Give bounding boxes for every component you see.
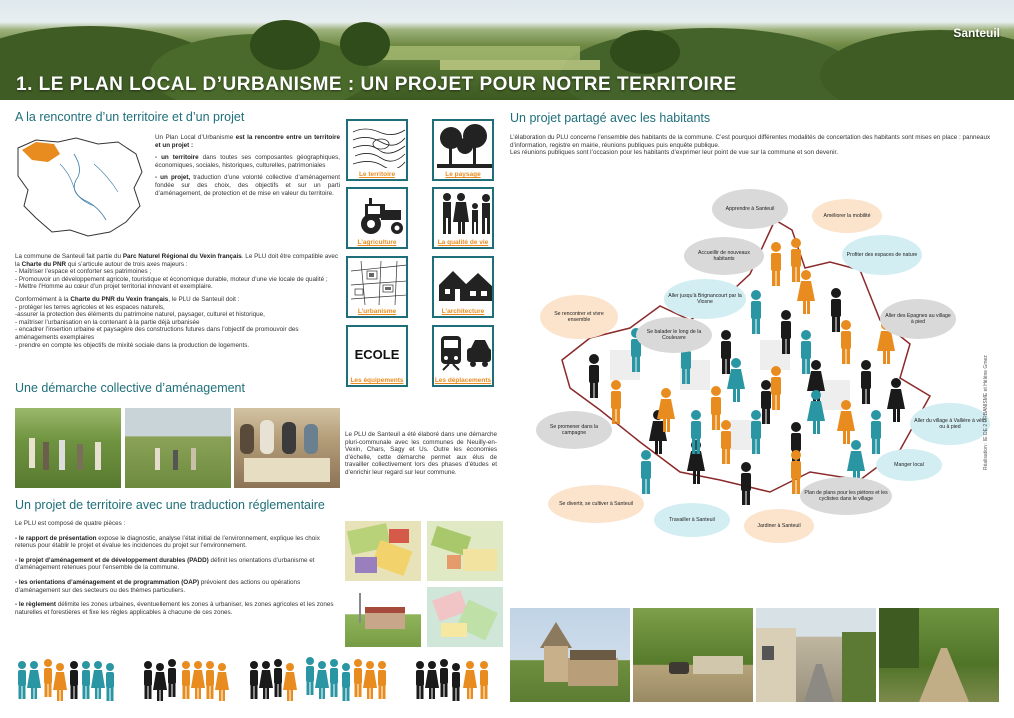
- bubble-balader: Se balader le long de la Couleuvre: [636, 317, 712, 353]
- trees-icon: [437, 124, 493, 168]
- bubble-manger-local: Manger local: [876, 449, 942, 481]
- photo-walk-fields: [125, 408, 231, 488]
- bubble-brignancourt: Aller jusqu’à Brignancourt par la Viosne: [664, 279, 746, 319]
- bubble-apprendre: Apprendre à Santeuil: [712, 189, 788, 229]
- tile-label: L’urbanisme: [357, 308, 397, 315]
- tile-deplacements: [432, 325, 494, 387]
- family-icon: [437, 192, 493, 236]
- tile-qualite-de-vie: [432, 187, 494, 249]
- header-banner-photo: [0, 0, 1014, 100]
- photo-rural-lane: [633, 608, 753, 702]
- bubble-accueillir: Accueillir de nouveaux habitants: [684, 237, 764, 275]
- ecole-icon: ECOLE: [354, 347, 400, 362]
- section-heading-reglementaire: Un projet de territoire avec une traduction réglementaire: [15, 498, 325, 512]
- plu-pieces-text: Le PLU est composé de quatre pièces : - le rapport de présentation expose le diagnostic, analyse l’état initial de l’environnement, explique les choix retenus pour établir le projet et évalue les incidences du projet sur l’environnement. - le projet d’aménagement et de développement durables (PADD) définit les orientations d’urbanisme et d’aménagement retenues pour l’ensemble de la commune. - les orientations d’aménagement et de programmation (OAP) prévoient des actions ou opérations d’aménagement sur des secteurs ou des thèmes particuliers. - le règlement délimite les zones urbaines, éventuellement les zones à urbaniser, les zones agricoles et les zones naturelles et forestières et fixe les règles applicables à chacune de ces zones.: [15, 520, 334, 616]
- tile-urbanisme: [346, 256, 408, 318]
- houses-icon: [437, 261, 493, 305]
- section-heading-habitants: Un projet partagé avec les habitants: [510, 111, 711, 125]
- tile-agriculture: [346, 187, 408, 249]
- tile-equipements: [346, 325, 408, 387]
- oap-sketch: [345, 587, 421, 647]
- page-title: 1. LE PLAN LOCAL D’URBANISME : UN PROJET POUR NOTRE TERRITOIRE: [16, 74, 737, 95]
- bubble-pietons-cyclistes: Plan de plans pour les piétons et les cyclistes dans le village: [800, 477, 892, 515]
- bubble-promener: Se promener dans la campagne: [536, 411, 612, 449]
- cadastre-icon: [351, 261, 407, 305]
- tile-label: L’architecture: [441, 308, 485, 315]
- ile-de-france-map: [14, 134, 146, 238]
- bubble-rencontrer: Se rencontrer et vivre ensemble: [540, 295, 618, 339]
- demarche-text: Le PLU de Santeuil a été élaboré dans une démarche pluri-communale avec les communes de Neuilly-en-Vexin, Chars, Sagy et Us. Outre les économies d’échelle, cette démarche permet aux élus de travailler collectivement lors des phases d’études et d’enrichir leur regard sur leur commune.: [345, 431, 497, 476]
- bubble-valliere: Aller du village à Vallière à vélo ou à pied: [910, 403, 990, 445]
- people-pictogram-strip: [15, 655, 499, 701]
- photo-village-street: [756, 608, 876, 702]
- bubble-epagnes: Aller des Epagnes au village à pied: [880, 299, 956, 339]
- commune-name: Santeuil: [953, 26, 1000, 40]
- tile-label: Les déplacements: [434, 377, 492, 384]
- bubble-jardiner: Jardiner à Santeuil: [744, 509, 814, 543]
- tile-paysage: [432, 119, 494, 181]
- tile-architecture: [432, 256, 494, 318]
- zoning-map-1: [345, 521, 421, 581]
- topographic-map-icon: [351, 124, 407, 168]
- bubble-nature: Profiter des espaces de nature: [842, 235, 922, 275]
- tile-label: La qualité de vie: [437, 239, 489, 246]
- reglement-map: [427, 587, 503, 647]
- bubble-mobilite: Améliorer la mobilité: [812, 199, 882, 233]
- bubble-travailler: Travailler à Santeuil: [654, 503, 730, 537]
- photo-church: [510, 608, 630, 702]
- transport-icon: [437, 330, 493, 374]
- section-heading-territoire: A la rencontre d’un territoire et d’un projet: [15, 110, 245, 124]
- zoning-map-2: [427, 521, 503, 581]
- tractor-icon: [351, 192, 407, 236]
- tile-label: Le territoire: [358, 171, 396, 178]
- concertation-text: L’élaboration du PLU concerne l’ensemble des habitants de la commune. C’est pourquoi différentes modalités de concertation des habitants sont mises en place : panneaux d’information, registre en mairie, réunions publiques puis enquête publique. Les réunions publiques sont l’occasion pour les habitants d’exprimer leur point de vue sur la commune et son devenir.: [510, 134, 991, 157]
- bubble-divertir: Se divertir, se cultiver à Santeuil: [548, 485, 644, 523]
- tile-label: L’agriculture: [357, 239, 397, 246]
- photo-meeting-field: [15, 408, 121, 488]
- pnr-text: La commune de Santeuil fait partie du Parc Naturel Régional du Vexin français. Le PLU doit être compatible avec la Charte du PNR qui s’articule autour de trois axes majeurs : - Maîtriser l’espace et conforter ses patrimoines ; - Promouvoir un développement agricole, touristique et économique durable, moteur d’une vie locale de qualité ; - Mettre l’Homme au cœur d’un projet territorial innovant et exemplaire. Conformément à la Charte du PNR du Vexin français, le PLU de Santeuil doit : - protéger les terres agricoles et les espaces naturels, -assurer la protection des éléments du patrimoine naturel, paysager, culturel et historique, - maîtriser l’urbanisation en la contenant à la partie déjà urbanisée - encadrer l’insertion urbaine et paysagère des constructions futures dans l’objectif de promouvoir des aménagements exemplaires - prendre en compte les objectifs de mixité sociale dans la production de logements.: [15, 253, 339, 349]
- photo-country-path: [879, 608, 999, 702]
- credit-text: Réalisation : IE DE 2 URBANISME et Hélène Gmez: [983, 355, 989, 470]
- photo-workshop: [234, 408, 340, 488]
- section-heading-demarche: Une démarche collective d’aménagement: [15, 381, 245, 395]
- tile-label: Les équipements: [350, 377, 404, 384]
- tile-territoire: [346, 119, 408, 181]
- intro-text: Un Plan Local d’Urbanisme est la rencontre entre un territoire et un projet : - un territoire dans toutes ses composantes géographiques, économiques, sociales, historiques, culturelles, patrimoniales - un projet, traduction d’une volonté collective d’aménagement fondée sur des choix, des objectifs et sur un parti d’aménagement, de protection et de mise en valeur du territoire.: [155, 134, 340, 197]
- tile-label: Le paysage: [445, 171, 481, 178]
